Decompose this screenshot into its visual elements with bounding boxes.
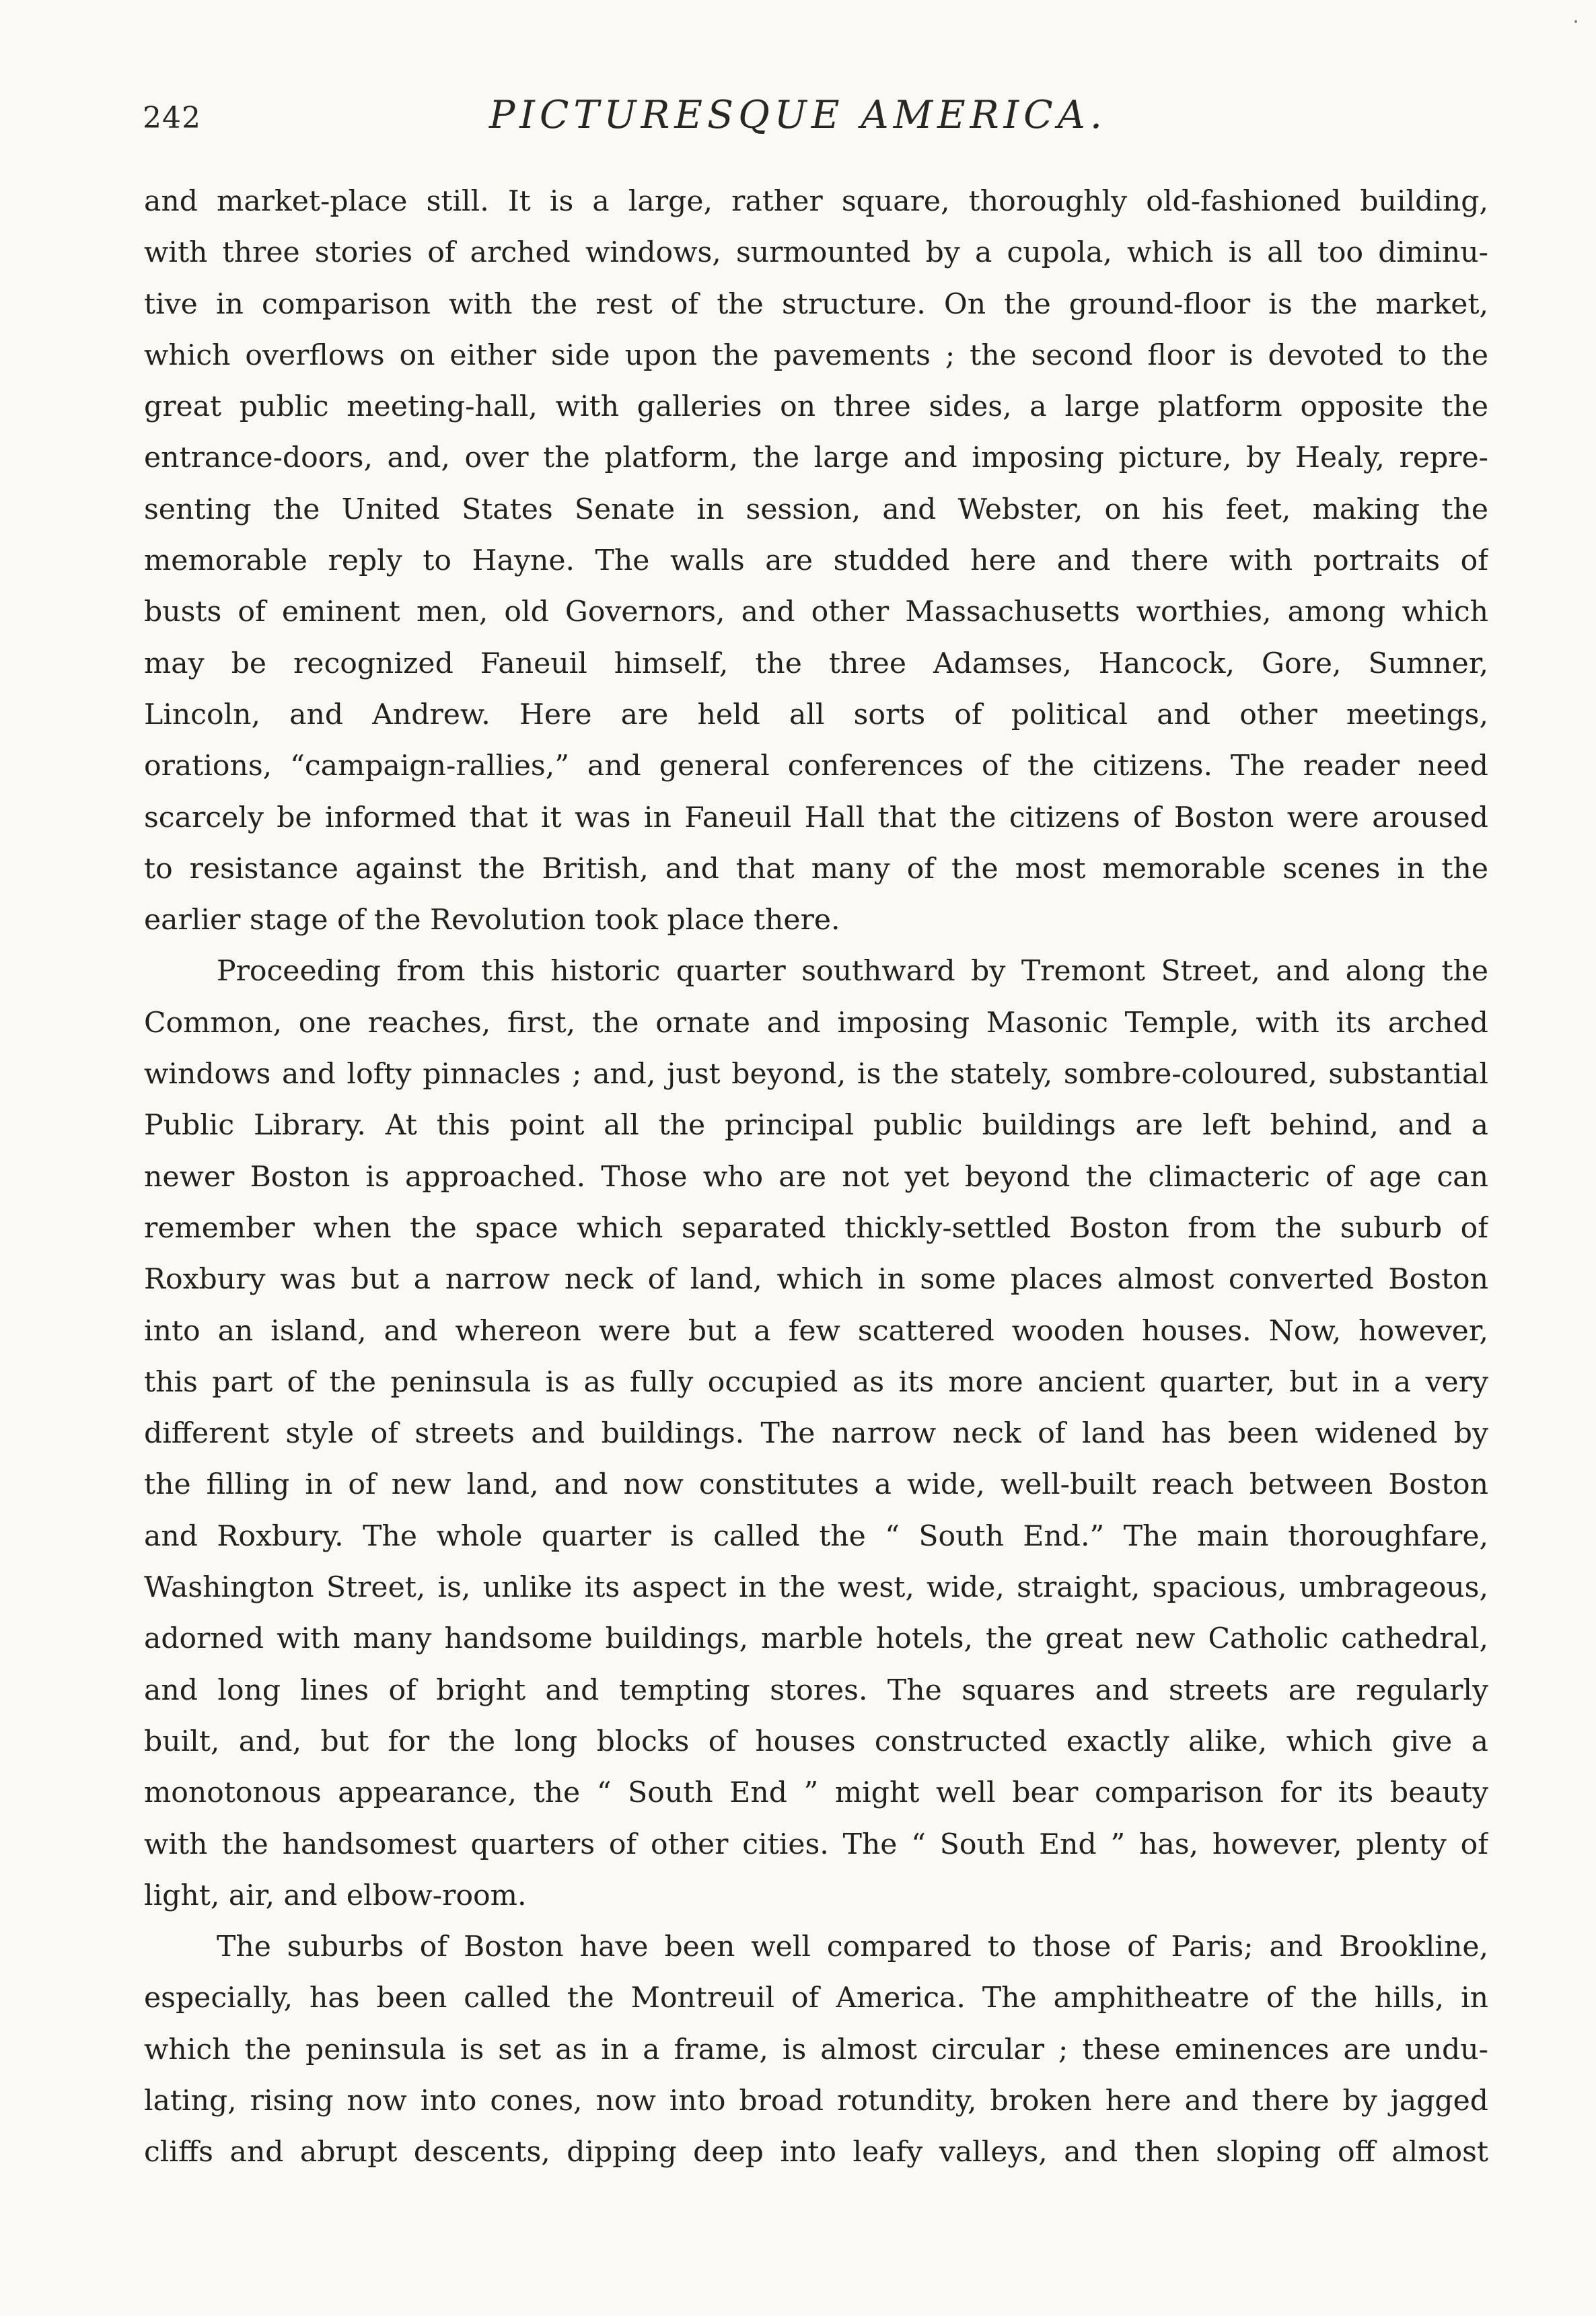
text-line: orations, “campaign-rallies,” and general conferences of the citizens. The reader need bbox=[144, 750, 1488, 783]
text-line: and Roxbury. The whole quarter is called the “ South End.” The main thoroughfare, bbox=[144, 1519, 1488, 1553]
page-number: 242 bbox=[143, 101, 201, 135]
text-line: and long lines of bright and tempting stores. The squares and streets are regularly bbox=[144, 1673, 1488, 1707]
text-line: busts of eminent men, old Governors, and other Massachusetts worthies, among which bbox=[144, 595, 1488, 629]
paragraph-2 bbox=[144, 946, 1488, 1922]
text-line: and market-place still. It is a large, rather square, thoroughly old-fashioned building, bbox=[144, 185, 1488, 218]
text-line: Public Library. At this point all the principal public buildings are left behind, and a bbox=[144, 1109, 1488, 1143]
running-title: PICTURESQUE AMERICA. bbox=[488, 93, 1108, 137]
paragraph-1 bbox=[144, 176, 1488, 946]
text-line: with the handsomest quarters of other cities. The “ South End ” has, however, plenty of bbox=[144, 1828, 1488, 1861]
text-line: Roxbury was but a narrow neck of land, which in some places almost converted Boston bbox=[144, 1263, 1488, 1297]
text-line: this part of the peninsula is as fully occupied as its more ancient quarter, but in a very bbox=[144, 1365, 1488, 1399]
text-line: which the peninsula is set as in a frame, is almost circular ; these eminences are undu- bbox=[144, 2033, 1488, 2066]
text-line: adorned with many handsome buildings, marble hotels, the great new Catholic cathedral, bbox=[144, 1622, 1488, 1656]
text-line: which overflows on either side upon the pavements ; the second floor is devoted to the bbox=[144, 338, 1488, 372]
text-line: monotonous appearance, the “ South End ” might well bear comparison for its beauty bbox=[144, 1776, 1488, 1810]
text-line: entrance-doors, and, over the platform, the large and imposing picture, by Healy, repre- bbox=[144, 441, 1488, 475]
body-text bbox=[144, 176, 1488, 2179]
text-line: senting the United States Senate in session, and Webster, on his feet, making the bbox=[144, 493, 1488, 526]
text-line: into an island, and whereon were but a few scattered wooden houses. Now, however, bbox=[144, 1314, 1488, 1348]
text-line: cliffs and abrupt descents, dipping deep into leafy valleys, and then sloping off almost bbox=[144, 2136, 1488, 2169]
text-line: Lincoln, and Andrew. Here are held all sorts of political and other meetings, bbox=[144, 698, 1488, 731]
text-line: memorable reply to Hayne. The walls are studded here and there with portraits of bbox=[144, 544, 1488, 578]
text-line: with three stories of arched windows, surmounted by a cupola, which is all too diminu- bbox=[144, 236, 1488, 270]
text-line: windows and lofty pinnacles ; and, just beyond, is the stately, sombre-coloured, substantial bbox=[144, 1058, 1488, 1091]
text-line: to resistance against the British, and that many of the most memorable scenes in the bbox=[144, 852, 1488, 885]
text-line: especially, has been called the Montreuil of America. The amphitheatre of the hills, in bbox=[144, 1982, 1488, 2015]
text-line: newer Boston is approached. Those who are not yet beyond the climacteric of age can bbox=[144, 1160, 1488, 1194]
text-line: may be recognized Faneuil himself, the three Adamses, Hancock, Gore, Sumner, bbox=[144, 647, 1488, 680]
text-line: earlier stage of the Revolution took place there. bbox=[144, 904, 840, 937]
paragraph-3 bbox=[144, 1922, 1488, 2178]
text-line: Common, one reaches, first, the ornate and imposing Masonic Temple, with its arched bbox=[144, 1006, 1488, 1040]
text-line: Proceeding from this historic quarter southward by Tremont Street, and along the bbox=[217, 955, 1488, 988]
text-line: the filling in of new land, and now constitutes a wide, well-built reach between Boston bbox=[144, 1468, 1488, 1502]
text-line: tive in comparison with the rest of the structure. On the ground-floor is the market, bbox=[144, 287, 1488, 321]
paper-speck bbox=[1574, 20, 1577, 23]
text-line: scarcely be informed that it was in Faneuil Hall that the citizens of Boston were aroused bbox=[144, 801, 1488, 834]
text-line: light, air, and elbow-room. bbox=[144, 1879, 527, 1912]
text-line: lating, rising now into cones, now into broad rotundity, broken here and there by jagged bbox=[144, 2084, 1488, 2118]
text-line: built, and, but for the long blocks of houses constructed exactly alike, which give a bbox=[144, 1725, 1488, 1758]
text-line: remember when the space which separated thickly-settled Boston from the suburb of bbox=[144, 1211, 1488, 1245]
text-line: The suburbs of Boston have been well compared to those of Paris; and Brookline, bbox=[217, 1930, 1488, 1964]
text-line: different style of streets and buildings. The narrow neck of land has been widened by bbox=[144, 1417, 1488, 1451]
text-line: great public meeting-hall, with galleries on three sides, a large platform opposite the bbox=[144, 390, 1488, 424]
text-line: Washington Street, is, unlike its aspect in the west, wide, straight, spacious, umbrageous, bbox=[144, 1571, 1488, 1605]
